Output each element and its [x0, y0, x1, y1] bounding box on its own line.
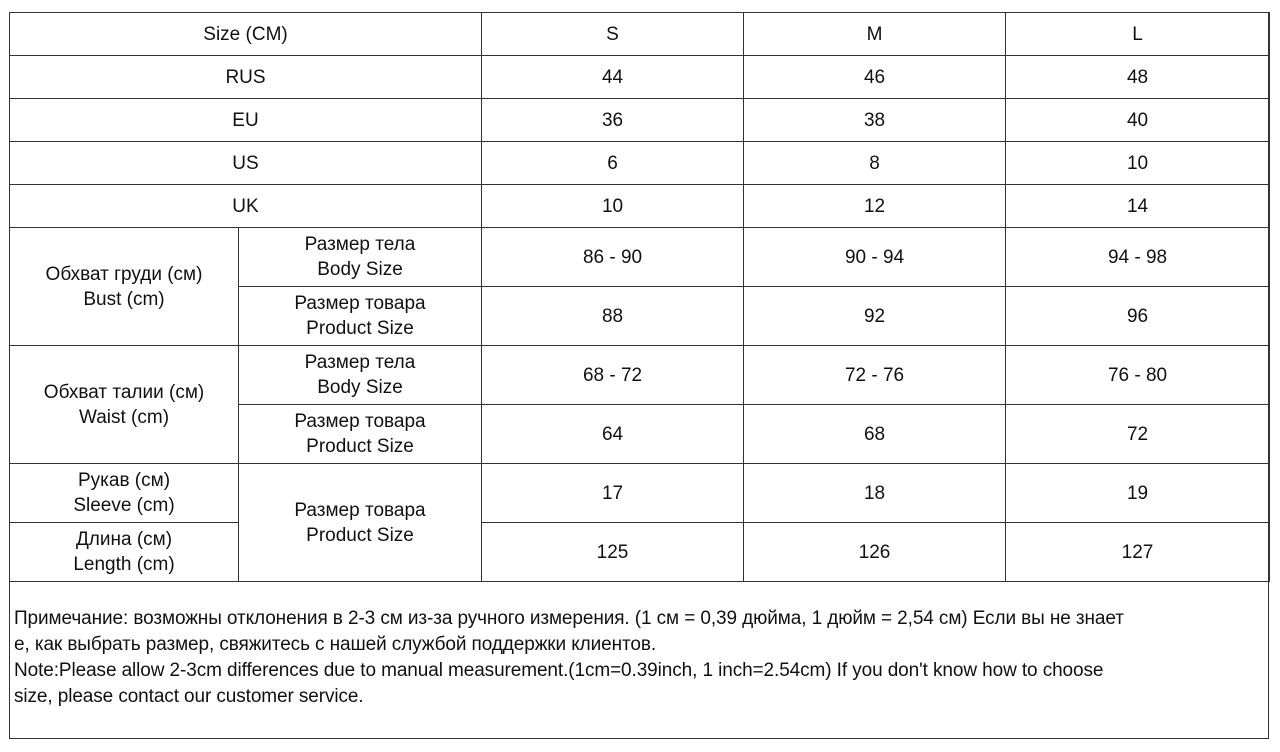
cell-value: 10 — [482, 185, 744, 228]
row-label: EU — [10, 99, 482, 142]
size-m-header: M — [744, 13, 1006, 56]
length-label-ru: Длина (см) — [75, 529, 173, 550]
table-row-sleeve — [10, 464, 1270, 523]
product-size-label — [239, 464, 482, 582]
note-en-line-2: size, please contact our customer service. — [14, 686, 364, 707]
product-size-label-ru: Размер товара — [294, 411, 426, 432]
cell-value: 68 — [744, 405, 1006, 464]
note-ru-line-2: е, как выбрать размер, свяжитесь с нашей службой поддержки клиентов. — [14, 634, 657, 655]
measurement-note — [14, 606, 1276, 710]
size-cm-header: Size (CM) — [10, 13, 482, 56]
cell-value: 72 - 76 — [744, 346, 1006, 405]
cell-value: 127 — [1006, 523, 1270, 582]
sleeve-label — [10, 464, 239, 523]
cell-value: 19 — [1006, 464, 1270, 523]
table-row-eu — [10, 99, 1270, 142]
cell-value: 96 — [1006, 287, 1270, 346]
row-label: UK — [10, 185, 482, 228]
row-label: US — [10, 142, 482, 185]
body-size-label-en: Body Size — [317, 377, 403, 398]
cell-value: 40 — [1006, 99, 1270, 142]
cell-value: 12 — [744, 185, 1006, 228]
length-label — [10, 523, 239, 582]
table-row-rus — [10, 56, 1270, 99]
cell-value: 72 — [1006, 405, 1270, 464]
table-row-bust-body — [10, 228, 1270, 287]
waist-label-ru: Обхват талии (см) — [43, 381, 205, 403]
table-row-us — [10, 142, 1270, 185]
cell-value: 36 — [482, 99, 744, 142]
table-row-uk — [10, 185, 1270, 228]
cell-value: 64 — [482, 405, 744, 464]
body-size-label-en: Body Size — [317, 259, 403, 280]
note-en-line-1: Note:Please allow 2-3cm differences due to manual measurement.(1cm=0.39inch, 1 inch=2.54cm) If you don't know how to choose — [14, 660, 1104, 681]
body-size-label-ru: Размер тела — [304, 234, 416, 255]
cell-value: 44 — [482, 56, 744, 99]
cell-value: 90 - 94 — [744, 228, 1006, 287]
row-label: RUS — [10, 56, 482, 99]
sleeve-label-en: Sleeve (cm) — [73, 495, 175, 516]
body-size-label — [239, 346, 482, 405]
size-l-header: L — [1006, 13, 1270, 56]
cell-value: 125 — [482, 523, 744, 582]
cell-value: 17 — [482, 464, 744, 523]
bust-label — [10, 228, 239, 346]
size-chart-table — [9, 12, 1270, 582]
note-ru-line-1: Примечание: возможны отклонения в 2-3 см из-за ручного измерения. (1 см = 0,39 дюйма, 1 дюйм = 2,54 см) Если вы не знает — [14, 608, 1124, 629]
cell-value: 18 — [744, 464, 1006, 523]
table-row-waist-body — [10, 346, 1270, 405]
cell-value: 48 — [1006, 56, 1270, 99]
product-size-label — [239, 405, 482, 464]
product-size-label-ru: Размер товара — [294, 499, 426, 521]
cell-value: 126 — [744, 523, 1006, 582]
bust-label-ru: Обхват груди (см) — [45, 263, 203, 285]
sleeve-label-ru: Рукав (см) — [77, 470, 171, 491]
cell-value: 88 — [482, 287, 744, 346]
size-s-header: S — [482, 13, 744, 56]
product-size-label-en: Product Size — [306, 318, 414, 339]
waist-label — [10, 346, 239, 464]
cell-value: 10 — [1006, 142, 1270, 185]
cell-value: 92 — [744, 287, 1006, 346]
body-size-label — [239, 228, 482, 287]
bust-label-en: Bust (cm) — [83, 288, 165, 310]
cell-value: 86 - 90 — [482, 228, 744, 287]
cell-value: 94 - 98 — [1006, 228, 1270, 287]
waist-label-en: Waist (cm) — [78, 406, 170, 428]
table-row-length — [10, 523, 1270, 582]
cell-value: 76 - 80 — [1006, 346, 1270, 405]
cell-value: 46 — [744, 56, 1006, 99]
table-header-row — [10, 13, 1270, 56]
product-size-label-en: Product Size — [306, 524, 414, 546]
body-size-label-ru: Размер тела — [304, 352, 416, 373]
product-size-label-en: Product Size — [306, 436, 414, 457]
cell-value: 6 — [482, 142, 744, 185]
product-size-label-ru: Размер товара — [294, 293, 426, 314]
cell-value: 38 — [744, 99, 1006, 142]
product-size-label — [239, 287, 482, 346]
length-label-en: Length (cm) — [73, 554, 175, 575]
cell-value: 14 — [1006, 185, 1270, 228]
cell-value: 68 - 72 — [482, 346, 744, 405]
cell-value: 8 — [744, 142, 1006, 185]
